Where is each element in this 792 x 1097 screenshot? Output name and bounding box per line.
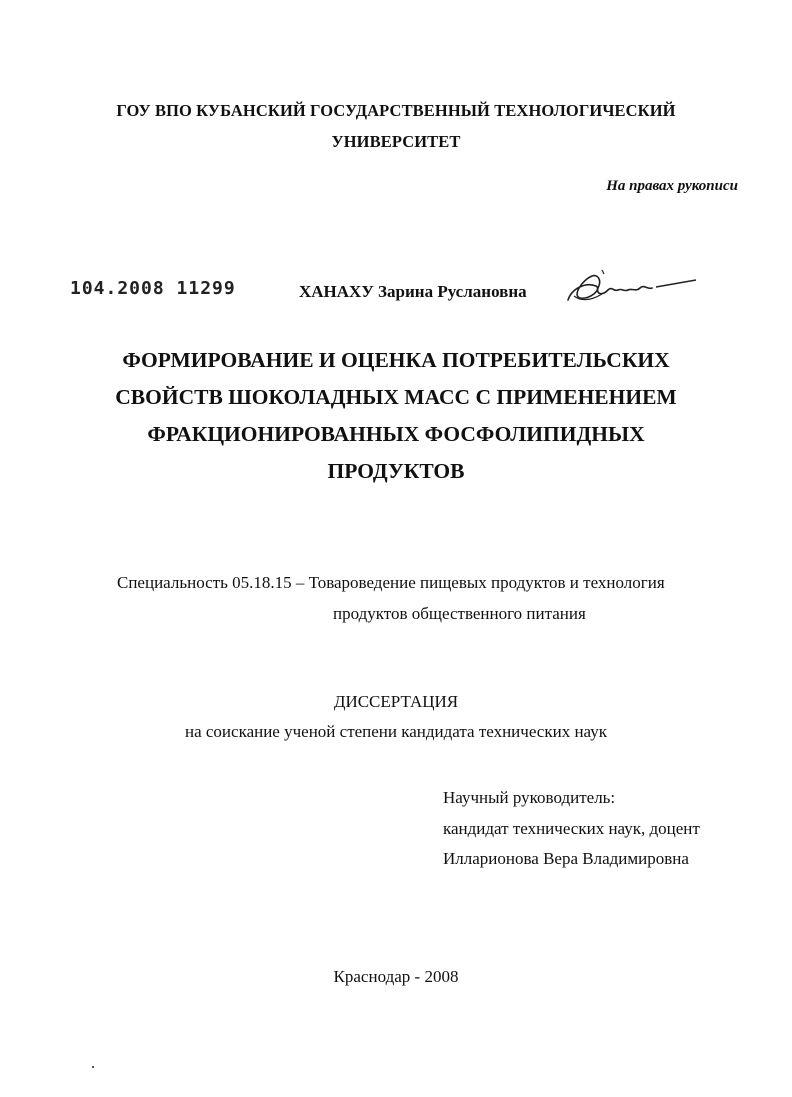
signature-mark — [562, 266, 702, 316]
advisor-label: Научный руководитель: — [443, 788, 616, 807]
org-name-line1: ГОУ ВПО КУБАНСКИЙ ГОСУДАРСТВЕННЫЙ ТЕХНОЛОГИЧЕСКИЙ — [116, 101, 676, 120]
specialty-line1: Специальность 05.18.15 – Товароведение пищевых продуктов и технология — [117, 573, 665, 592]
advisor-degree: кандидат технических наук, доцент — [443, 819, 700, 838]
dissertation-subtitle: на соискание ученой степени кандидата технических наук — [184, 722, 607, 741]
title-line1: ФОРМИРОВАНИЕ И ОЦЕНКА ПОТРЕБИТЕЛЬСКИХ — [122, 348, 670, 372]
title-line2: СВОЙСТВ ШОКОЛАДНЫХ МАСС С ПРИМЕНЕНИЕМ — [115, 385, 677, 409]
rights-label: На правах рукописи — [606, 178, 738, 194]
advisor-name: Илларионова Вера Владимировна — [443, 849, 689, 868]
scan-speck — [92, 1066, 94, 1068]
title-line4: ПРОДУКТОВ — [327, 459, 465, 483]
author-name: ХАНАХУ Зарина Руслановна — [299, 282, 527, 301]
org-name-line2: УНИВЕРСИТЕТ — [331, 132, 461, 151]
specialty-line2: продуктов общественного питания — [333, 604, 586, 623]
title-line3: ФРАКЦИОНИРОВАННЫХ ФОСФОЛИПИДНЫХ — [147, 422, 645, 446]
dissertation-heading: ДИССЕРТАЦИЯ — [333, 692, 459, 711]
city-year: Краснодар - 2008 — [333, 967, 459, 986]
registration-number: 104.2008 11299 — [70, 278, 236, 299]
